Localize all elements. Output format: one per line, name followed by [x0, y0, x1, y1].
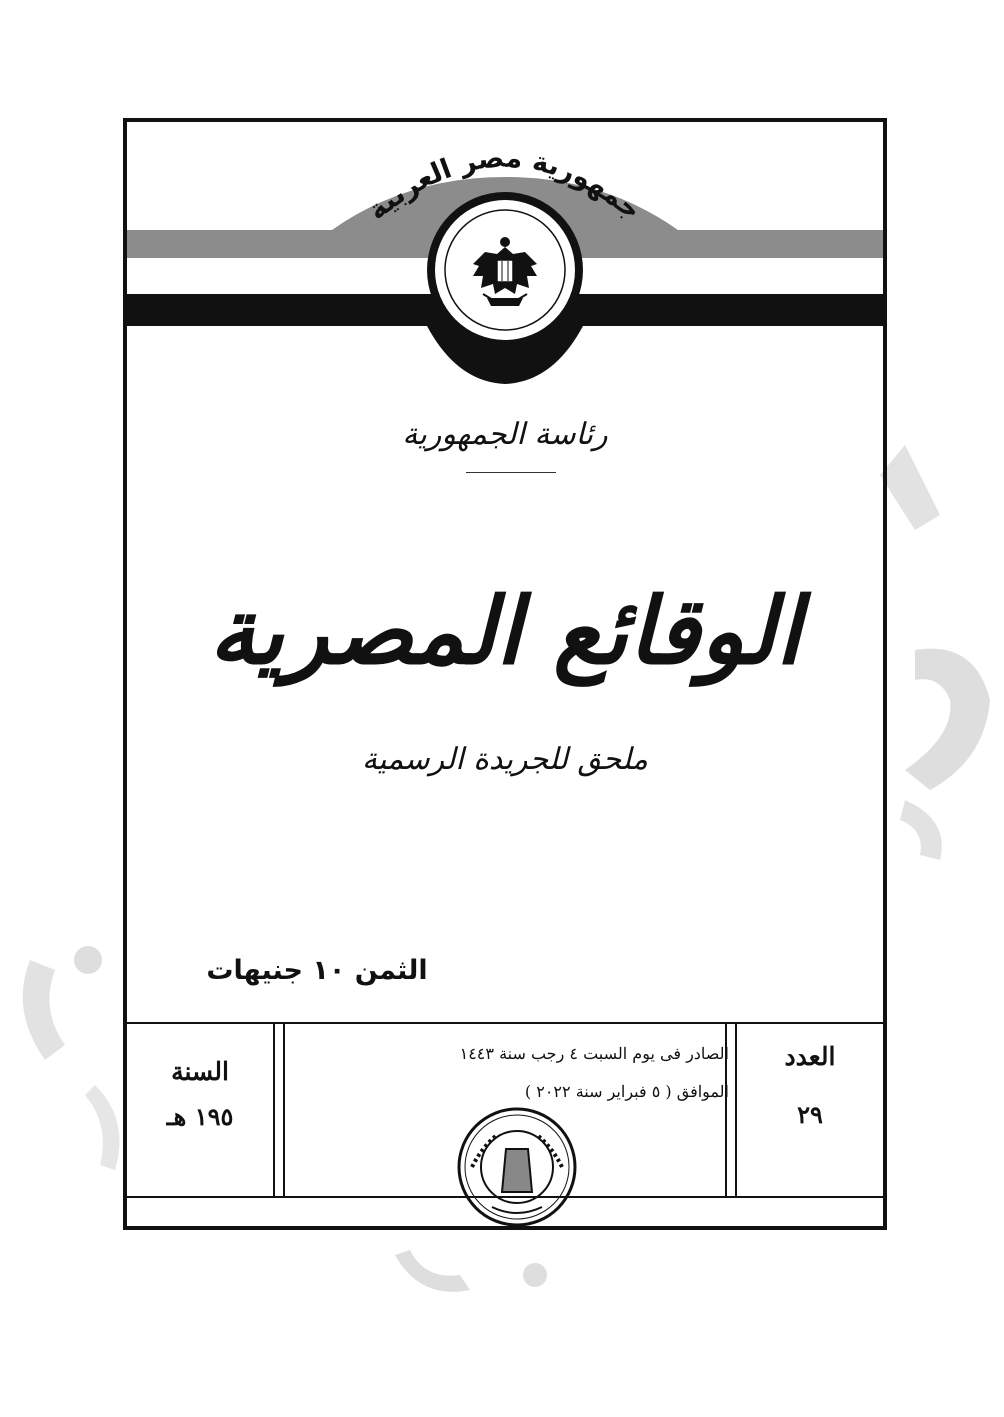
year-value: ١٩٥ هـ [166, 1102, 234, 1131]
gazette-title: الوقائع المصرية [209, 577, 801, 685]
ministry-seal-icon [442, 1107, 592, 1227]
issue-date-hijri: الصادر فى يوم السبت ٤ رجب سنة ١٤٤٣ [459, 1044, 729, 1063]
issue-date-gregorian: الموافق ( ٥ فبراير سنة ٢٠٢٢ ) [524, 1082, 729, 1101]
egypt-eagle-emblem-icon [465, 230, 545, 320]
issue-number: ٢٩ [797, 1100, 823, 1129]
country-label: جمهورية مصر العربية [362, 142, 647, 227]
svg-text:جمهورية مصر العربية [362, 142, 647, 226]
country-name [127, 122, 883, 242]
price-label: الثمن ١٠ جنيهات [206, 955, 428, 986]
gazette-subtitle: ملحق للجريدة الرسمية [362, 742, 648, 777]
year-label: السنة [171, 1057, 229, 1086]
presidency-underline [466, 472, 556, 473]
table-top-line [127, 1022, 883, 1024]
presidency-title: رئاسة الجمهورية [402, 417, 608, 452]
cover-frame [123, 118, 887, 1230]
table-divider-left [273, 1024, 275, 1196]
issue-label: العدد [784, 1042, 836, 1071]
table-divider-left-inner [283, 1024, 285, 1196]
